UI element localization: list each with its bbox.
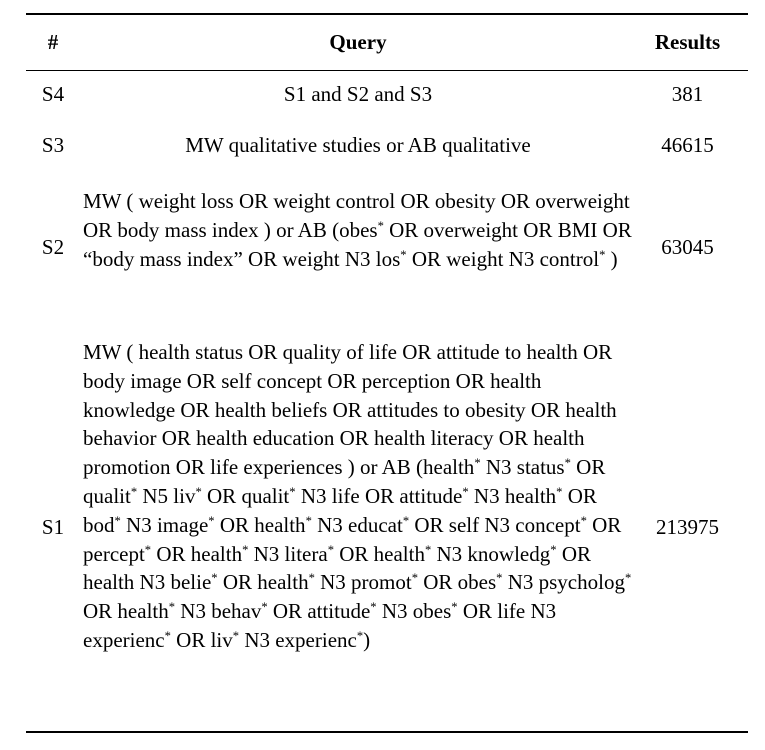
row-s2-results: 63045 — [661, 235, 714, 259]
row-s1-query: MW ( health status OR quality of life OR attitude to health OR body image OR self concept OR perception OR health knowledge OR health beliefs OR attitudes to obesity OR health behavior OR health education OR health literacy OR health promotion OR life experiences ) or AB (health* N3 status* OR qualit* N5 liv* OR qualit* N3 life OR attitude* N3 health* OR bod* N3 image* OR health* N3 educat* OR self N3 concept* OR percept* OR health* N3 litera* OR health* N3 knowledg* OR health N3 belie* OR health* N3 promot* OR obes* N3 psycholog* OR health* N3 behav* OR attitude* N3 obes* OR life N3 experienc* OR liv* N3 experienc*) — [83, 340, 632, 652]
row-s4-results: 381 — [671, 82, 704, 106]
header-query: Query — [329, 30, 387, 54]
row-s2-query: MW ( weight loss OR weight control OR obesity OR overweight OR body mass index ) or AB (obes* OR overweight OR BMI OR “body mass index” OR weight N3 los* OR weight N3 control* ) — [83, 189, 632, 271]
header-rule — [26, 70, 748, 71]
row-s3-number: S3 — [41, 133, 65, 157]
row-s3-query: MW qualitative studies or AB qualitative — [185, 133, 531, 157]
row-s4-query: S1 and S2 and S3 — [283, 82, 433, 106]
table-top-rule — [26, 13, 748, 15]
table-bottom-rule — [26, 731, 748, 733]
row-s2-number: S2 — [41, 235, 65, 259]
row-s1-number: S1 — [41, 515, 65, 539]
header-number: # — [47, 30, 59, 54]
header-results: Results — [654, 30, 721, 54]
row-s1-results: 213975 — [656, 515, 719, 539]
row-s3-results: 46615 — [661, 133, 714, 157]
row-s4-number: S4 — [41, 82, 65, 106]
